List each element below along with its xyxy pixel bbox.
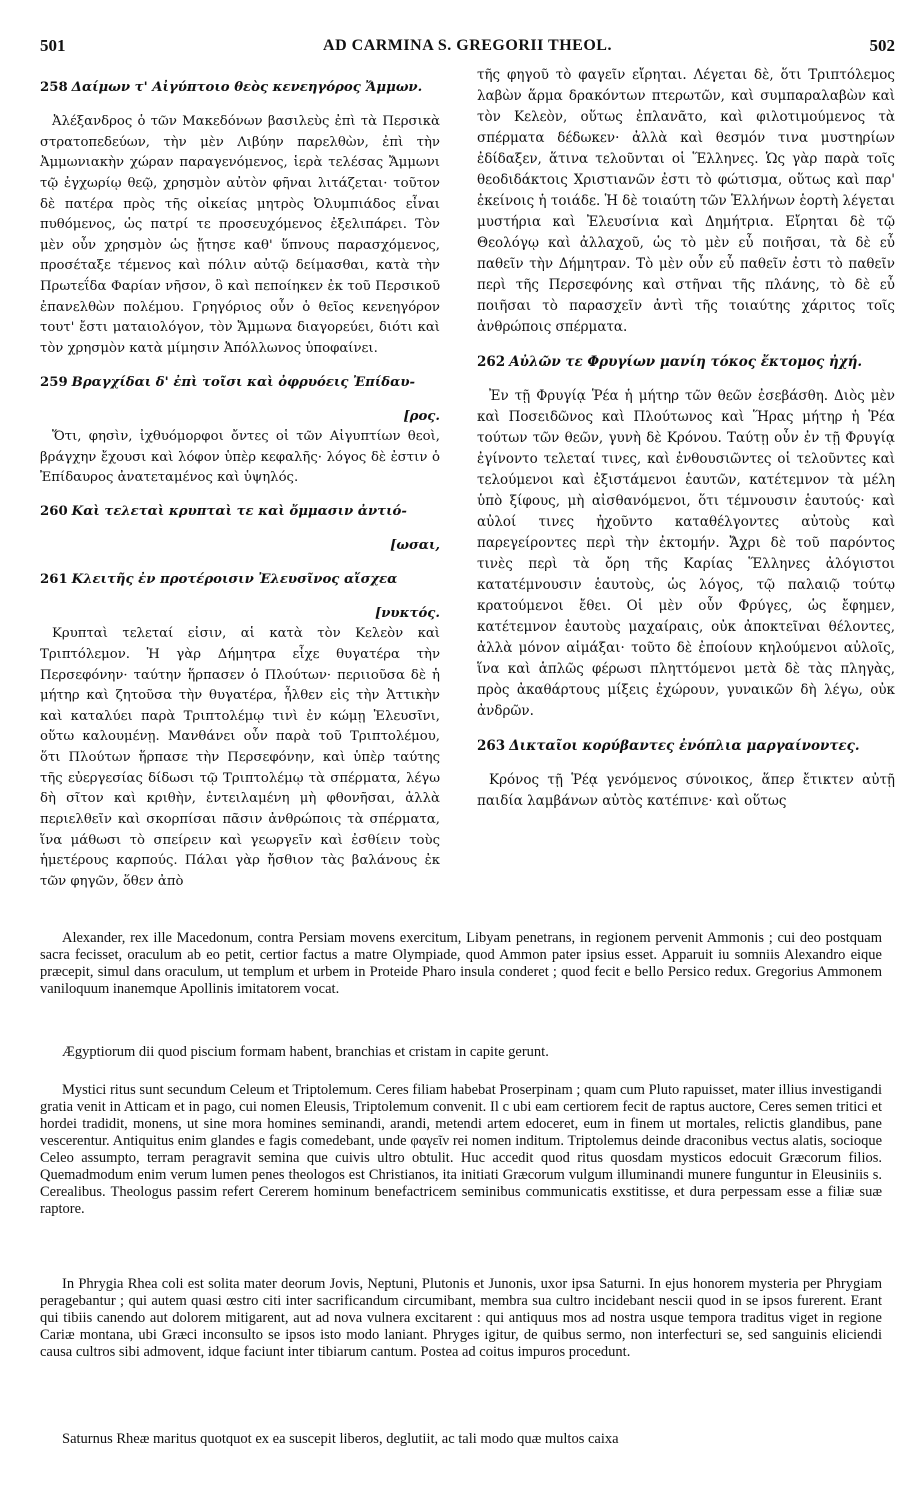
latin-translation-2: Ægyptiorum dii quod piscium formam habent, branchias et cristam in capite gerunt. xyxy=(62,1044,549,1060)
lemma-text: Καὶ τελεταὶ κρυπταὶ τε καὶ ὄμμασιν ἀντιό- xyxy=(71,504,407,520)
entry-number: 263 xyxy=(477,737,506,754)
latin-translation-4: In Phrygia Rhea coli est solita mater deorum Jovis, Neptuni, Plutonis et Junonis, uxor ipsa Saturni. In ejus honorem mysteria per Phrygiam peragebantur ; qui autem quasi œstro citi inter sacrificandum circumibant, membra sua cultro incidebant nescii quod in se ipsos furerent. Erant qui tibiis canendo aut dolorem mitigarent, aut ad nova vulnera excitarent : qui antiquus mos ad nostra usque tempora traditus viget in regione Cariæ montana, ubi Græci inconsulto se ipsos isto modo laniant. Phryges igitur, de quibus sermo, non interfecturi se, sed sanguinis eliciendi causa cultros sibi admovent, idque faciunt inter tibiarum cantum. Postea ad coitus impuros procedunt. xyxy=(40,1276,882,1360)
entry-261 xyxy=(40,570,440,892)
latin-translation-5: Saturnus Rheæ maritus quotquot ex ea suscepit liberos, deglutiit, ac tali modo quæ multos caixa xyxy=(62,1431,619,1447)
lemma-258 xyxy=(40,78,440,99)
latin-translation-3: Mystici ritus sunt secundum Celeum et Triptolemum. Ceres filiam habebat Proserpinam ; quam cum Pluto rapuisset, mater illius investigandi gratia venit in Atticam et in pago, cui nomen Eleusis, Triptolemum convenit. Il c ubi eam certiorem fecit de raptus auctore, Ceres semen tritici et hordei tradidit, monens, ut sine mora homines seminandi, arandi, metendi artem edoceret, eum in finem ut mortales, relictis glandibus, pane vescerentur. Antiquitus enim glandes e fagis comedebant, unde φαγεῖν rei nomen inditum. Triptolemus deinde draconibus vectus alatis, socioque Celeo assumpto, terram peragravit semina que cuivis ultro obtulit. Huc accedit quod ritus quosdam mysticos edocuit Græcorum filios. Quemadmodum enim verum lumen penes theologos est Christianos, ita initiati Græcorum vulgum illuminandi munere funguntur in Eleusiniis s. Cerealibus. Theologus passim refert Cererem hominum benefactricem seminibus communicatis exstitisse, et dura perpessam esse a filiæ suæ raptore. xyxy=(40,1082,882,1217)
lemma-text: Βραγχίδαι δ' ἐπὶ τοῖσι καὶ ὀφρυόεις Ἐπίδαυ- xyxy=(71,374,416,390)
lemma-text: Κλειτῆς ἐν προτέροισιν Ἐλευσῖνος αἴσχεα xyxy=(71,571,398,587)
lemma-text: Δαίμων τ' Αἰγύπτοιο θεὸς κενεηγόρος Ἄμμων. xyxy=(71,80,423,96)
lemma-262 xyxy=(477,352,895,373)
entry-262 xyxy=(477,352,895,723)
commentary-262: Ἐν τῇ Φρυγίᾳ Ῥέα ἡ μήτηρ τῶν θεῶν ἐσεβάσθη. Διὸς μὲν καὶ Ποσειδῶνος καὶ Πλούτωνος καὶ Ἥρας μήτηρ ἡ Ῥέα τούτων τῶν θεῶν, γυνὴ δὲ Κρόνου. Ταύτῃ οὖν ἐν τῇ Φρυγίᾳ ἐγίνοντο τελεταί τινες, καὶ ἐνθουσιῶντες οἱ τελοῦντες καὶ τελούμενοι καὶ ἐξιστάμενοι ἑαυτῶν, κατέτεμνον τὰ μέλη ὑπὸ ξίφους, μὴ αἰσθανόμενοι, ὅτι τέμνουσιν ἑαυτούς· καὶ αὐλοί τινες ἠχοῦντο καταθέλγοντες αὐτοὺς καὶ παρεγείροντες περὶ τὴν ἐκτομήν. Ἄχρι δὲ τοῦ παρόντος τινὲς περὶ τὰ ὄρη τῆς Καρίας Ἕλληνες ἀλόγιστοι κατατέμνουσιν ἑαυτοὺς, ὡς λόγος, τῷ παλαιῷ τούτῳ κρατούμενοι ἔθει. Οἱ μὲν οὖν Φρύγες, ὡς ἔφημεν, κατέτεμνον ἑαυτοὺς μαχαίραις, οὐκ ἀποκτεῖναι θέλοντες, ἀλλὰ μόνον αἱμάξαι· τοῦτο δὲ ἐποίουν κηλούμενοι αὐλοῖς, ἵνα καὶ ἁπλῶς φέρωσι πληττόμενοι μετὰ δὲ τὰς πληγὰς, πρὸς ἀκαθάρτους μίξεις ἐχώρουν, γυναικῶν δὴ λέγω, οὐκ ἀνδρῶν. xyxy=(477,388,895,719)
entry-260 xyxy=(40,502,440,556)
lemma-263 xyxy=(477,736,895,757)
entry-number: 258 xyxy=(40,80,68,96)
lemma-continuation: [ρος. xyxy=(403,408,440,424)
lemma-text: Αὐλῶν τε Φρυγίων μανίη τόκος ἔκτομος ἠχή. xyxy=(509,353,863,370)
latin-translation-1: Alexander, rex ille Macedonum, contra Persiam movens exercitum, Libyam penetrans, in regionem pervenit Ammonis ; cui deo postquam sacra fecisset, oraculum ab eo petit, certior factus a matre Olympiade, quod Ammon pater ipsius esset. Apparuit iu somniis Alexandro eique præcepit, simul dans oraculum, ut templum et urbem in Proteide Pharo insula conderet ; quod fecit e bello Persico redux. Gregorius Ammonem vaniloquum inanemque Apollinis imitatorem vocat. xyxy=(40,930,882,997)
commentary-261: Κρυπταὶ τελεταί εἰσιν, αἱ κατὰ τὸν Κελεὸν καὶ Τριπτόλεμον. Ἡ γὰρ Δήμητρα εἶχε θυγατέρα τὴν Περσεφόνην· ταύτην ἥρπασεν ὁ Πλούτων· περιιοῦσα δὲ ἡ μήτηρ καὶ ζητοῦσα τὴν θυγατέρα, ἦλθεν εἰς τὴν Ἀττικὴν καὶ καταλύει παρὰ Τριπτολέμῳ τινὶ ἐν κώμῃ Ἐλευσῖνι, οὕτω καλουμένῃ. Μανθάνει οὖν παρὰ τοῦ Τριπτολέμου, ὅτι Πλούτων ἥρπασε τὴν Περσεφόνην, καὶ ὑπὲρ ταύτης τῆς εὐεργεσίας δίδωσι τῷ Τριπτολέμῳ τὰ σπέρματα, λέγω δὴ σῖτον καὶ κριθὴν, ἐντειλαμένη μὴ φθονῆσαι, ἀλλὰ περιελθεῖν καὶ σκορπίσαι πᾶσιν ἀνθρώποις τὰ σπέρματα, ἵνα μάθωσι τὸ σπείρειν καὶ γεωργεῖν καὶ ἐσθίειν τοὺς ἡμετέρους καρπούς. Πάλαι γὰρ ἤσθιον τὰς βαλάνους ἐκ τῶν φηγῶν, ὅθεν ἀπὸ xyxy=(40,626,440,889)
lemma-261 xyxy=(40,570,440,591)
entry-258 xyxy=(40,78,440,359)
commentary-259: Ὅτι, φησὶν, ἰχθυόμορφοι ὄντες οἱ τῶν Αἰγυπτίων θεοὶ, βράγχην ἔχουσι καὶ λόφον ὑπὲρ κεφαλῆς· λόγος δὲ ἐστιν ὁ Ἐπίδαυρος ἀνατεταμένος καὶ ὑψηλός. xyxy=(40,429,440,486)
entry-259 xyxy=(40,373,440,489)
entry-number: 261 xyxy=(40,571,68,587)
lemma-259 xyxy=(40,373,440,394)
commentary-261-continued: τῆς φηγοῦ τὸ φαγεῖν εἴρηται. Λέγεται δὲ, ὅτι Τριπτόλεμος λαβὼν ἅρμα δρακόντων πτερωτῶν, καὶ συμπαραλαβὼν καὶ τὸν Κελεὸν, οὕτως ἐπλανᾶτο, καὶ φιλοτιμούμενος τὰ σπέρματα δέδωκεν· ἀλλὰ καὶ θεσμόν τινα μυστηρίων ἐδίδαξεν, ἅτινα τελοῦνται οἱ Ἕλληνες. Ὡς γὰρ παρὰ τοῖς θεοδιδάκτοις Χριστιανῶν ἐστι τὸ φώτισμα, οὕτως καὶ παρ' ἐκείνοις ἡ τοιάδε. Ἡ δὲ τοιαύτη τῶν Ἑλλήνων ἑορτὴ λέγεται μυστήρια καὶ Ἐλευσίνια καὶ Δημήτρια. Εἴρηται δὲ τῷ Θεολόγῳ καὶ ἀλλαχοῦ, ὡς τὸ μὲν εὖ ποιῆσαι, τὰ δὲ εὖ παθεῖν τὴν Δήμητραν. Τὸ μὲν οὖν εὖ παθεῖν ἐστι τὸ παθεῖν περὶ τῆς Περσεφόνης καὶ στῆναι τῆς πλάνης, τὸ δὲ εὖ ποιῆσαι τὸ παρασχεῖν ἀντὶ τῆς τοιαύτης χάριτος τοῖς ἀνθρώποις σπέρματα. xyxy=(477,67,895,335)
commentary-263: Κρόνος τῇ Ῥέᾳ γενόμενος σύνοικος, ἅπερ ἔτικτεν αὐτῇ παιδία λαμβάνων αὐτὸς κατέπινε· καὶ οὕτως xyxy=(477,772,895,809)
lemma-260 xyxy=(40,502,440,523)
commentary-258: Ἀλέξανδρος ὁ τῶν Μακεδόνων βασιλεὺς ἐπὶ τὰ Περσικὰ στρατοπεδεύων, τὴν μὲν Λιβύην παρελθὼν, ἐπὶ τὴν Ἀμμωνιακὴν χώραν παραγενόμενος, ἱερὰ τελέσας Ἄμμωνι τῷ ἐγχωρίῳ θεῷ, χρησμὸν αὐτὸν φῆναι λιτάζεται· τοῦτον δὲ πατέρα πρὸς τῆς οἰκείας μητρὸς Ὀλυμπιάδος εἶναι πυθόμενος, ὡς πατρί τε προσευχόμενος ἐξελιπάρει. Τὸν μὲν οὖν χρησμὸν ὡς ᾔτησε καθ' ὕπνους παρασχόμενος, προσέταξε τέμενος καὶ πόλιν αὐτῷ δείμασθαι, κατὰ τὴν Πρωτεΐδα Φαρίαν νῆσον, ὃ καὶ πεποίηκεν ἐκ τοῦ Περσικοῦ ἐπανελθὼν πολέμου. Γρηγόριος οὖν ὁ θεῖος κενεηγόρον τουτ' ἔστι ματαιολόγον, τὸν Ἄμμωνα διαγορεύει, διότι καὶ τὸν χρησμὸν κατὰ μίμησιν Ἀπόλλωνος ὑποφαίνει. xyxy=(40,114,440,356)
lemma-continuation: [νυκτός. xyxy=(374,605,440,621)
entry-263 xyxy=(477,736,895,813)
running-title: AD CARMINA S. GREGORII THEOL. xyxy=(323,37,612,54)
running-header xyxy=(40,36,895,60)
lemma-text: Δικταῖοι κορύβαντες ἐνόπλια μαργαίνοντες. xyxy=(509,737,860,754)
lemma-continuation: [ωσαι, xyxy=(390,538,440,554)
entry-number: 262 xyxy=(477,353,506,370)
greek-column-left xyxy=(40,65,440,892)
page-number-right: 502 xyxy=(869,36,895,55)
greek-column-right xyxy=(477,65,895,812)
page-number-left: 501 xyxy=(40,36,66,55)
entry-number: 259 xyxy=(40,374,68,390)
entry-number: 260 xyxy=(40,504,68,520)
